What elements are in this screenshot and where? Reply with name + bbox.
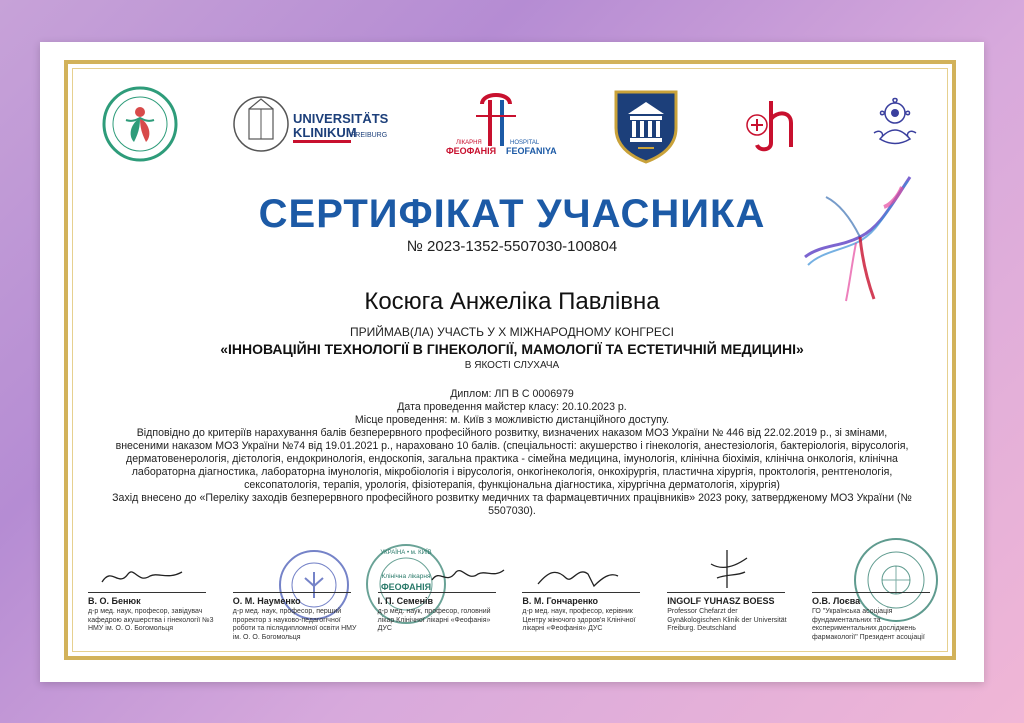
signatory-title: Professor Chefarzt der Gynäkologischen Klinik der Universität Freiburg. Deutschland <box>667 608 787 632</box>
participation-statement: ПРИЙМАВ(ЛА) УЧАСТЬ У Х МІЖНАРОДНОМУ КОНГРЕСІ <box>350 325 674 339</box>
flower-ornament-logo <box>860 84 930 164</box>
signature-scribble <box>532 562 622 590</box>
signature-line <box>88 592 206 593</box>
feofania-logo <box>436 84 556 164</box>
signatory-name: О. М. Науменко <box>232 596 301 606</box>
sloseps-hospital-logo <box>737 84 807 164</box>
association-logo <box>100 84 180 164</box>
stamp-name: ФЕОФАНІЯ <box>380 582 431 592</box>
stamp-ring-text: УКРАЇНА • м. КИЇВ <box>379 550 432 556</box>
signatory-3 <box>377 550 504 672</box>
logo-row <box>100 84 930 164</box>
feofania-left-small: ЛІКАРНЯ <box>455 140 482 146</box>
signatory-name: INGOLF YUHASZ BOESS <box>667 596 775 606</box>
signatory-5 <box>667 562 793 672</box>
signatory-4 <box>522 562 648 672</box>
signatory-name: В. О. Бенюк <box>88 596 141 606</box>
signature-scribble <box>428 562 508 590</box>
university-crest-logo <box>608 84 684 164</box>
signature-scribble <box>98 562 188 590</box>
signatory-title: д-р мед. наук, професор, керівник Центру жіночого здоров'я Клінічної лікарні «Феофанія» ДУС <box>522 608 636 632</box>
signatory-title: д-р мед. наук, професор, перший проректор з науково-педагогічної роботи та післядипломної освіти НМУ ім. О. О. Богомольця <box>232 608 357 641</box>
certificate-body <box>110 388 914 518</box>
uni-top-text: UNIVERSITÄTS <box>292 111 389 126</box>
signatory-1 <box>88 562 214 672</box>
signatory-name: І. П. Семенів <box>377 596 434 606</box>
certificate-title: СЕРТИФІКАТ УЧАСНИКА <box>258 192 766 236</box>
signatures-row <box>88 550 938 672</box>
universitatsklinikum-logo <box>233 84 389 164</box>
feofania-right-small: HOSPITAL <box>509 140 539 146</box>
signature-line <box>812 592 930 593</box>
congress-title: «ІННОВАЦІЙНІ ТЕХНОЛОГІЇ В ГІНЕКОЛОГІЇ, МАМОЛОГІЇ ТА ЕСТЕТИЧНІЙ МЕДИЦИНІ» <box>220 341 804 357</box>
signature-line <box>522 592 640 593</box>
recipient-name: Косюга Анжеліка Павлівна <box>364 288 660 315</box>
signatory-title: д-р мед. наук, професор, головний лікар Клінічної лікарні «Феофанія» ДУС <box>377 608 491 632</box>
certificate-number: № 2023-1352-5507030-100804 <box>406 238 618 255</box>
registry-paragraph: Захід внесено до «Переліку заходів безперервного професійного розвитку медичних та фармацевтичних працівників» 2023 року, затвердженому МОЗ України (№ 5507030). <box>112 492 912 517</box>
signatory-name: О.В. Лоєва <box>811 596 861 606</box>
participant-role: В ЯКОСТІ СЛУХАЧА <box>464 360 560 371</box>
date-line: Дата проведення майстер класу: 20.10.2023 р. <box>397 401 627 413</box>
signature-line <box>378 592 496 593</box>
criteria-paragraph: Відповідно до критеріїв нарахування балів безперервного професійного розвитку, визначених наказом МОЗ України № 446 від 22.02.2019 р., зі змінами, внесеними наказом МОЗ України №74 від 19.01.2021 р., нараховано 10 балів. (спеціальності: акушерство і гінекологія, анестезіологія, бактеріологія, вірусологія, дерматовенерологія, дієтологія, ендокринологія, ендоскопія, загальна практика - сімейна медицина, імунологія, клінічна біохімія, клінічна онкологія, клінічна лабораторна діагностика, лабораторна імунологія, мікробіологія і вірусологія, онкогінекологія, онкохірургія, пластична хірургія, проктологія, рентгенологія, сексопатологія, терапія, урологія, фізіотерапія, функціональна діагностика, хірургічна дерматологія, хірургія) <box>115 427 909 491</box>
certificate-paper <box>40 42 984 682</box>
signatory-6 <box>812 562 938 672</box>
signatory-2 <box>233 562 359 672</box>
signatory-title: ГО "Українська асоціація фундаментальних та експериментальних досліджень фармакології" Президент асоціації <box>811 608 925 641</box>
signature-line <box>233 592 351 593</box>
feofania-left-text: ФЕОФАНІЯ <box>445 146 496 156</box>
signature-line <box>667 592 785 593</box>
diploma-line: Диплом: ЛП В С 0006979 <box>450 388 574 400</box>
feofania-right-text: FEOFANIYA <box>505 146 557 156</box>
uni-bottom-text: KLINIKUM <box>292 125 357 140</box>
signatory-name: В. М. Гончаренко <box>522 596 599 606</box>
signatory-title: д-р мед. наук, професор, завідувач кафедрою акушерства і гінекології №3 НМУ ім. О. О. Богомольця <box>88 608 214 632</box>
stamp-label: Клінічна лікарня <box>381 573 431 580</box>
uni-city-text: FREIBURG <box>350 132 387 139</box>
signature-scribble <box>697 548 757 592</box>
place-line: Місце проведення: м. Київ з можливістю дистанційного доступу. <box>354 414 670 426</box>
